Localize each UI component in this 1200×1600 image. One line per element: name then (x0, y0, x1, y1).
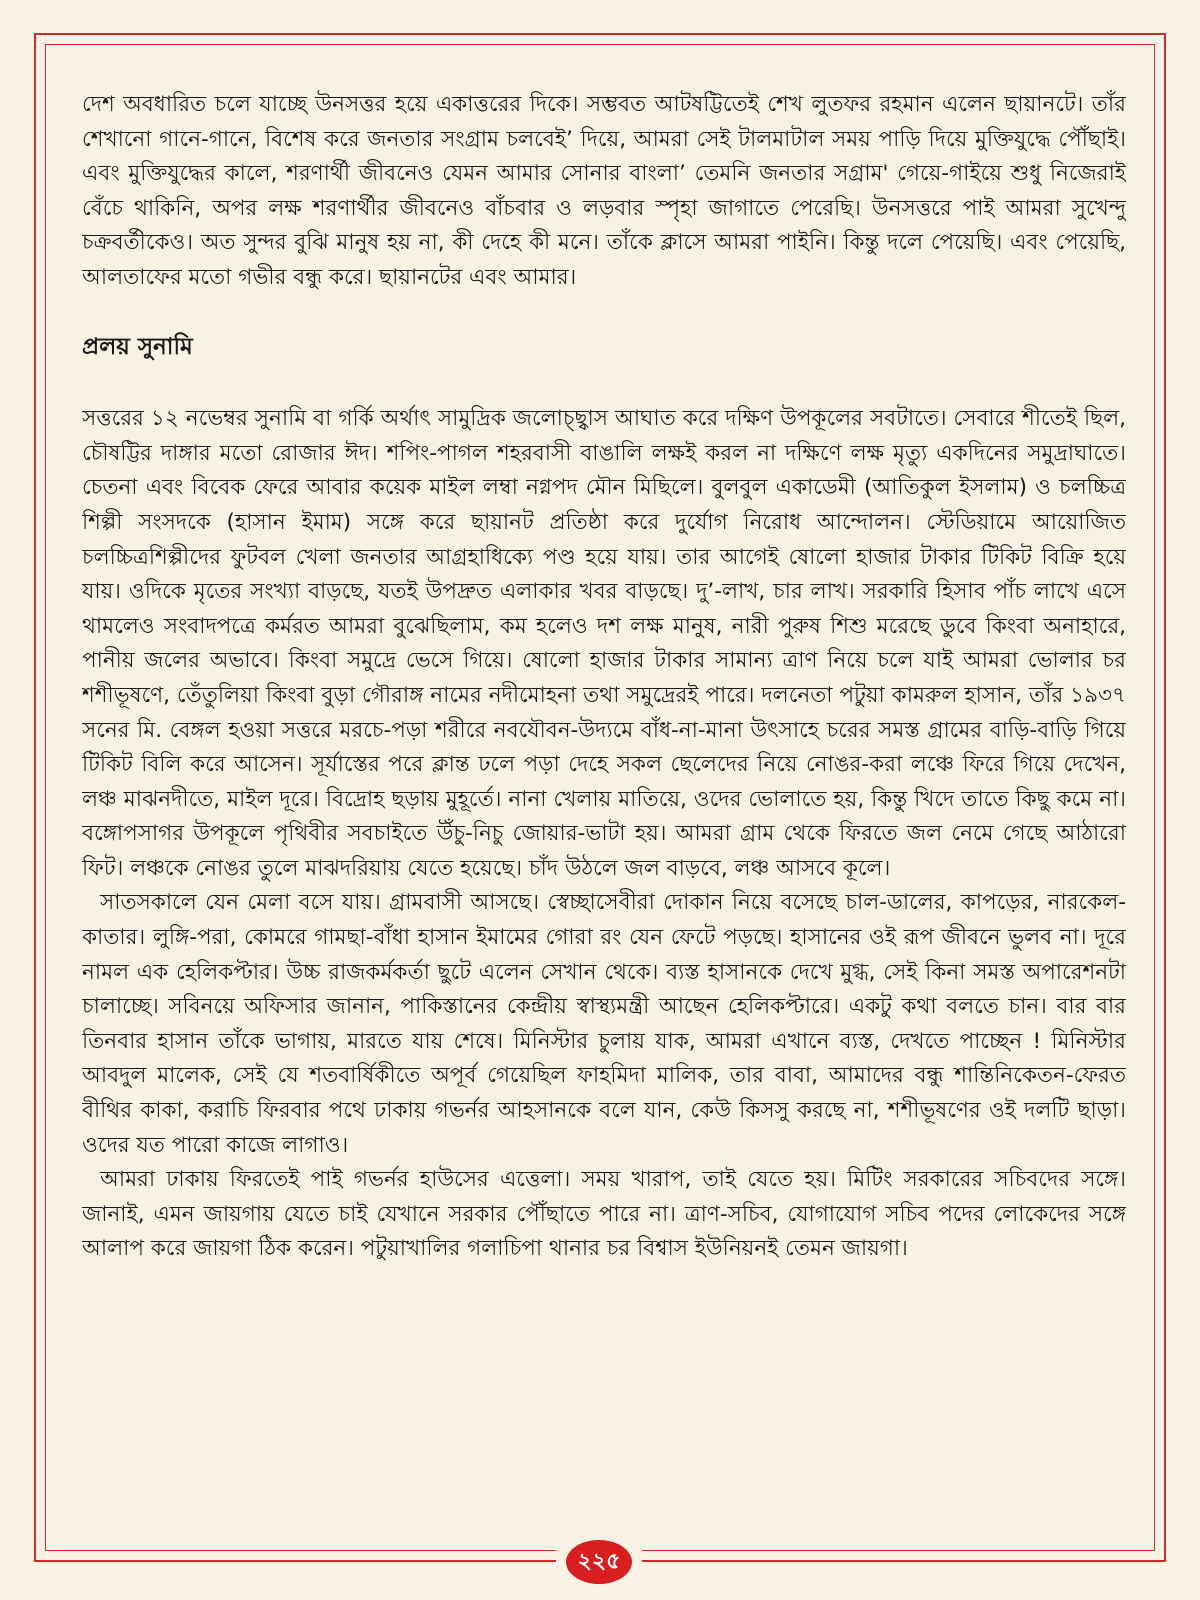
paragraph-chhayanot: দেশ অবধারিত চলে যাচ্ছে উনসত্তর হয়ে একাত্তরের দিকে। সম্ভবত আটষট্টিতেই শেখ লুতফর রহমান এলেন ছায়ানটে। তাঁর শেখানো গানে-গানে, বিশেষ করে জনতার সংগ্রাম চলবেই’ দিয়ে, আমরা সেই টালমাটাল সময় পাড়ি দিয়ে মুক্তিযুদ্ধে পৌঁছাই। এবং মুক্তিযুদ্ধের কালে, শরণার্থী জীবনেও যেমন আমার সোনার বাংলা’ তেমনি জনতার সগ্রাম' গেয়ে-গাইয়ে শুধু নিজেরাই বেঁচে থাকিনি, অপর লক্ষ শরণার্থীর জীবনেও বাঁচবার ও লড়বার স্পৃহা জাগাতে পেরেছি। উনসত্তরে পাই আমরা সুখেন্দু চক্রবর্তীকেও। অত সুন্দর বুঝি মানুষ হয় না, কী দেহে কী মনে। তাঁকে ক্লাসে আমরা পাইনি। কিন্তু দলে পেয়েছি। এবং পেয়েছি, আলতাফের মতো গভীর বন্ধু করে। ছায়ানটের এবং আমার। (82, 92, 1126, 290)
paragraph-morning-fair: সাতসকালে যেন মেলা বসে যায়। গ্রামবাসী আসছে। স্বেচ্ছাসেবীরা দোকান নিয়ে বসেছে চাল-ডালের, কাপড়ের, নারকেল-কাতার। লুঙ্গি-পরা, কোমরে গামছা-বাঁধা হাসান ইমামের গোরা রং যেন ফেটে পড়ছে। হাসানের ওই রূপ জীবনে ভুলব না। দূরে নামল এক হেলিকপ্টার। উচ্চ রাজকর্মকর্তা ছুটে এলেন সেখান থেকে। ব্যস্ত হাসানকে দেখে মুগ্ধ, সেই কিনা সমস্ত অপারেশনটা চালাচ্ছে। সবিনয়ে অফিসার জানান, পাকিস্তানের কেন্দ্রীয় স্বাস্থ্যমন্ত্রী আছেন হেলিকপ্টারে। একটু কথা বলতে চান। বার বার তিনবার হাসান তাঁকে ভাগায়, মারতে যায় শেষে। মিনিস্টার চুলায় যাক, আমরা এখানে ব্যস্ত, দেখতে পাচ্ছেন ! মিনিস্টার আবদুল মালেক, সেই যে শতবার্ষিকীতে অপূর্ব গেয়েছিল ফাহমিদা মালিক, তার বাবা, আমাদের বন্ধু শান্তিনিকেতন-ফেরত বীথির কাকা, করাচি ফিরবার পথে ঢাকায় গভর্নর আহসানকে বলে যান, কেউ কিসসু করছে না, শশীভূষণের ওই দলটি ছাড়া। ওদের যত পারো কাজে লাগাও। (82, 890, 1126, 1158)
page-number-badge: ২২৫ (566, 1540, 632, 1584)
section-heading: প্রলয় সুনামি (82, 333, 193, 360)
spacer (82, 296, 1126, 330)
paragraph-tsunami: সত্তরের ১২ নভেম্বর সুনামি বা গর্কি অর্থাৎ সামুদ্রিক জলোচ্ছ্বাস আঘাত করে দক্ষিণ উপকূলের সবটাতে। সেবারে শীতেই ছিল, চৌষট্টির দাঙ্গার মতো রোজার ঈদ। শপিং-পাগল শহরবাসী বাঙালি লক্ষই করল না দক্ষিণে লক্ষ মৃত্যু একদিনের সমুদ্রাঘাতে। চেতনা এবং বিবেক ফেরে আবার কয়েক মাইল লম্বা নগ্নপদ মৌন মিছিলে। বুলবুল একাডেমী (আতিকুল ইসলাম) ও চলচ্চিত্র শিল্পী সংসদকে (হাসান ইমাম) সঙ্গে করে ছায়ানট প্রতিষ্ঠা করে দুর্যোগ নিরোধ আন্দোলন। স্টেডিয়ামে আয়োজিত চলচ্চিত্রশিল্পীদের ফুটবল খেলা জনতার আগ্রহাধিক্যে পণ্ড হয়ে যায়। তার আগেই ষোলো হাজার টাকার টিকিট বিক্রি হয়ে যায়। ওদিকে মৃতের সংখ্যা বাড়ছে, যতই উপদ্রুত এলাকার খবর বাড়ছে। দু’-লাখ, চার লাখ। সরকারি হিসাব পাঁচ লাখে এসে থামলেও সংবাদপত্রে কর্মরত আমরা বুঝেছিলাম, কম হলেও দশ লক্ষ মানুষ, নারী পুরুষ শিশু মরেছে ডুবে কিংবা অনাহারে, পানীয় জলের অভাবে। কিংবা সমুদ্রে ভেসে গিয়ে। ষোলো হাজার টাকার সামান্য ত্রাণ নিয়ে চলে যাই আমরা ভোলার চর শশীভূষণে, তেঁতুলিয়া কিংবা বুড়া গৌরাঙ্গ নামের নদীমোহনা তথা সমুদ্রেরই পারে। দলনেতা পটুয়া কামরুল হাসান, তাঁর ১৯৩৭ সনের মি. বেঙ্গল হওয়া সত্তরে মরচে-পড়া শরীরে নবযৌবন-উদ্যমে বাঁধ-না-মানা উৎসাহে চরের সমস্ত গ্রামের বাড়ি-বাড়ি গিয়ে টিকিট বিলি করে আসেন। সূর্যাস্তের পরে ক্লান্ত ঢলে পড়া দেহে সকল ছেলেদের নিয়ে নোঙর-করা লঞ্চে ফিরে গিয়ে দেখেন, লঞ্চ মাঝনদীতে, মাইল দূরে। বিদ্রোহ ছড়ায় মুহূর্তে। নানা খেলায় মাতিয়ে, ওদের ভোলাতে হয়, কিন্তু খিদে তাতে কিছু কমে না। বঙ্গোপসাগর উপকূলে পৃথিবীর সবচাইতে উঁচু-নিচু জোয়ার-ভাটা হয়। আমরা গ্রাম থেকে ফিরতে জল নেমে গেছে আঠারো ফিট। লঞ্চকে নোঙর তুলে মাঝদরিয়ায় যেতে হয়েছে। চাঁদ উঠলে জল বাড়বে, লঞ্চ আসবে কূলে। (82, 406, 1126, 881)
paragraph-governor-house: আমরা ঢাকায় ফিরতেই পাই গভর্নর হাউসের এত্তেলা। সময় খারাপ, তাই যেতে হয়। মিটিং সরকারের সচিবদের সঙ্গে। জানাই, এমন জায়গায় যেতে চাই যেখানে সরকার পৌঁছাতে পারে না। ত্রাণ-সচিব, যোগাযোগ সচিব পদের লোকেদের সঙ্গে আলাপ করে জায়গা ঠিক করেন। পটুয়াখালির গলাচিপা থানার চর বিশ্বাস ইউনিয়নই তেমন জায়গা। (82, 1167, 1126, 1262)
spacer (82, 364, 1126, 402)
article-body (82, 88, 1126, 1518)
